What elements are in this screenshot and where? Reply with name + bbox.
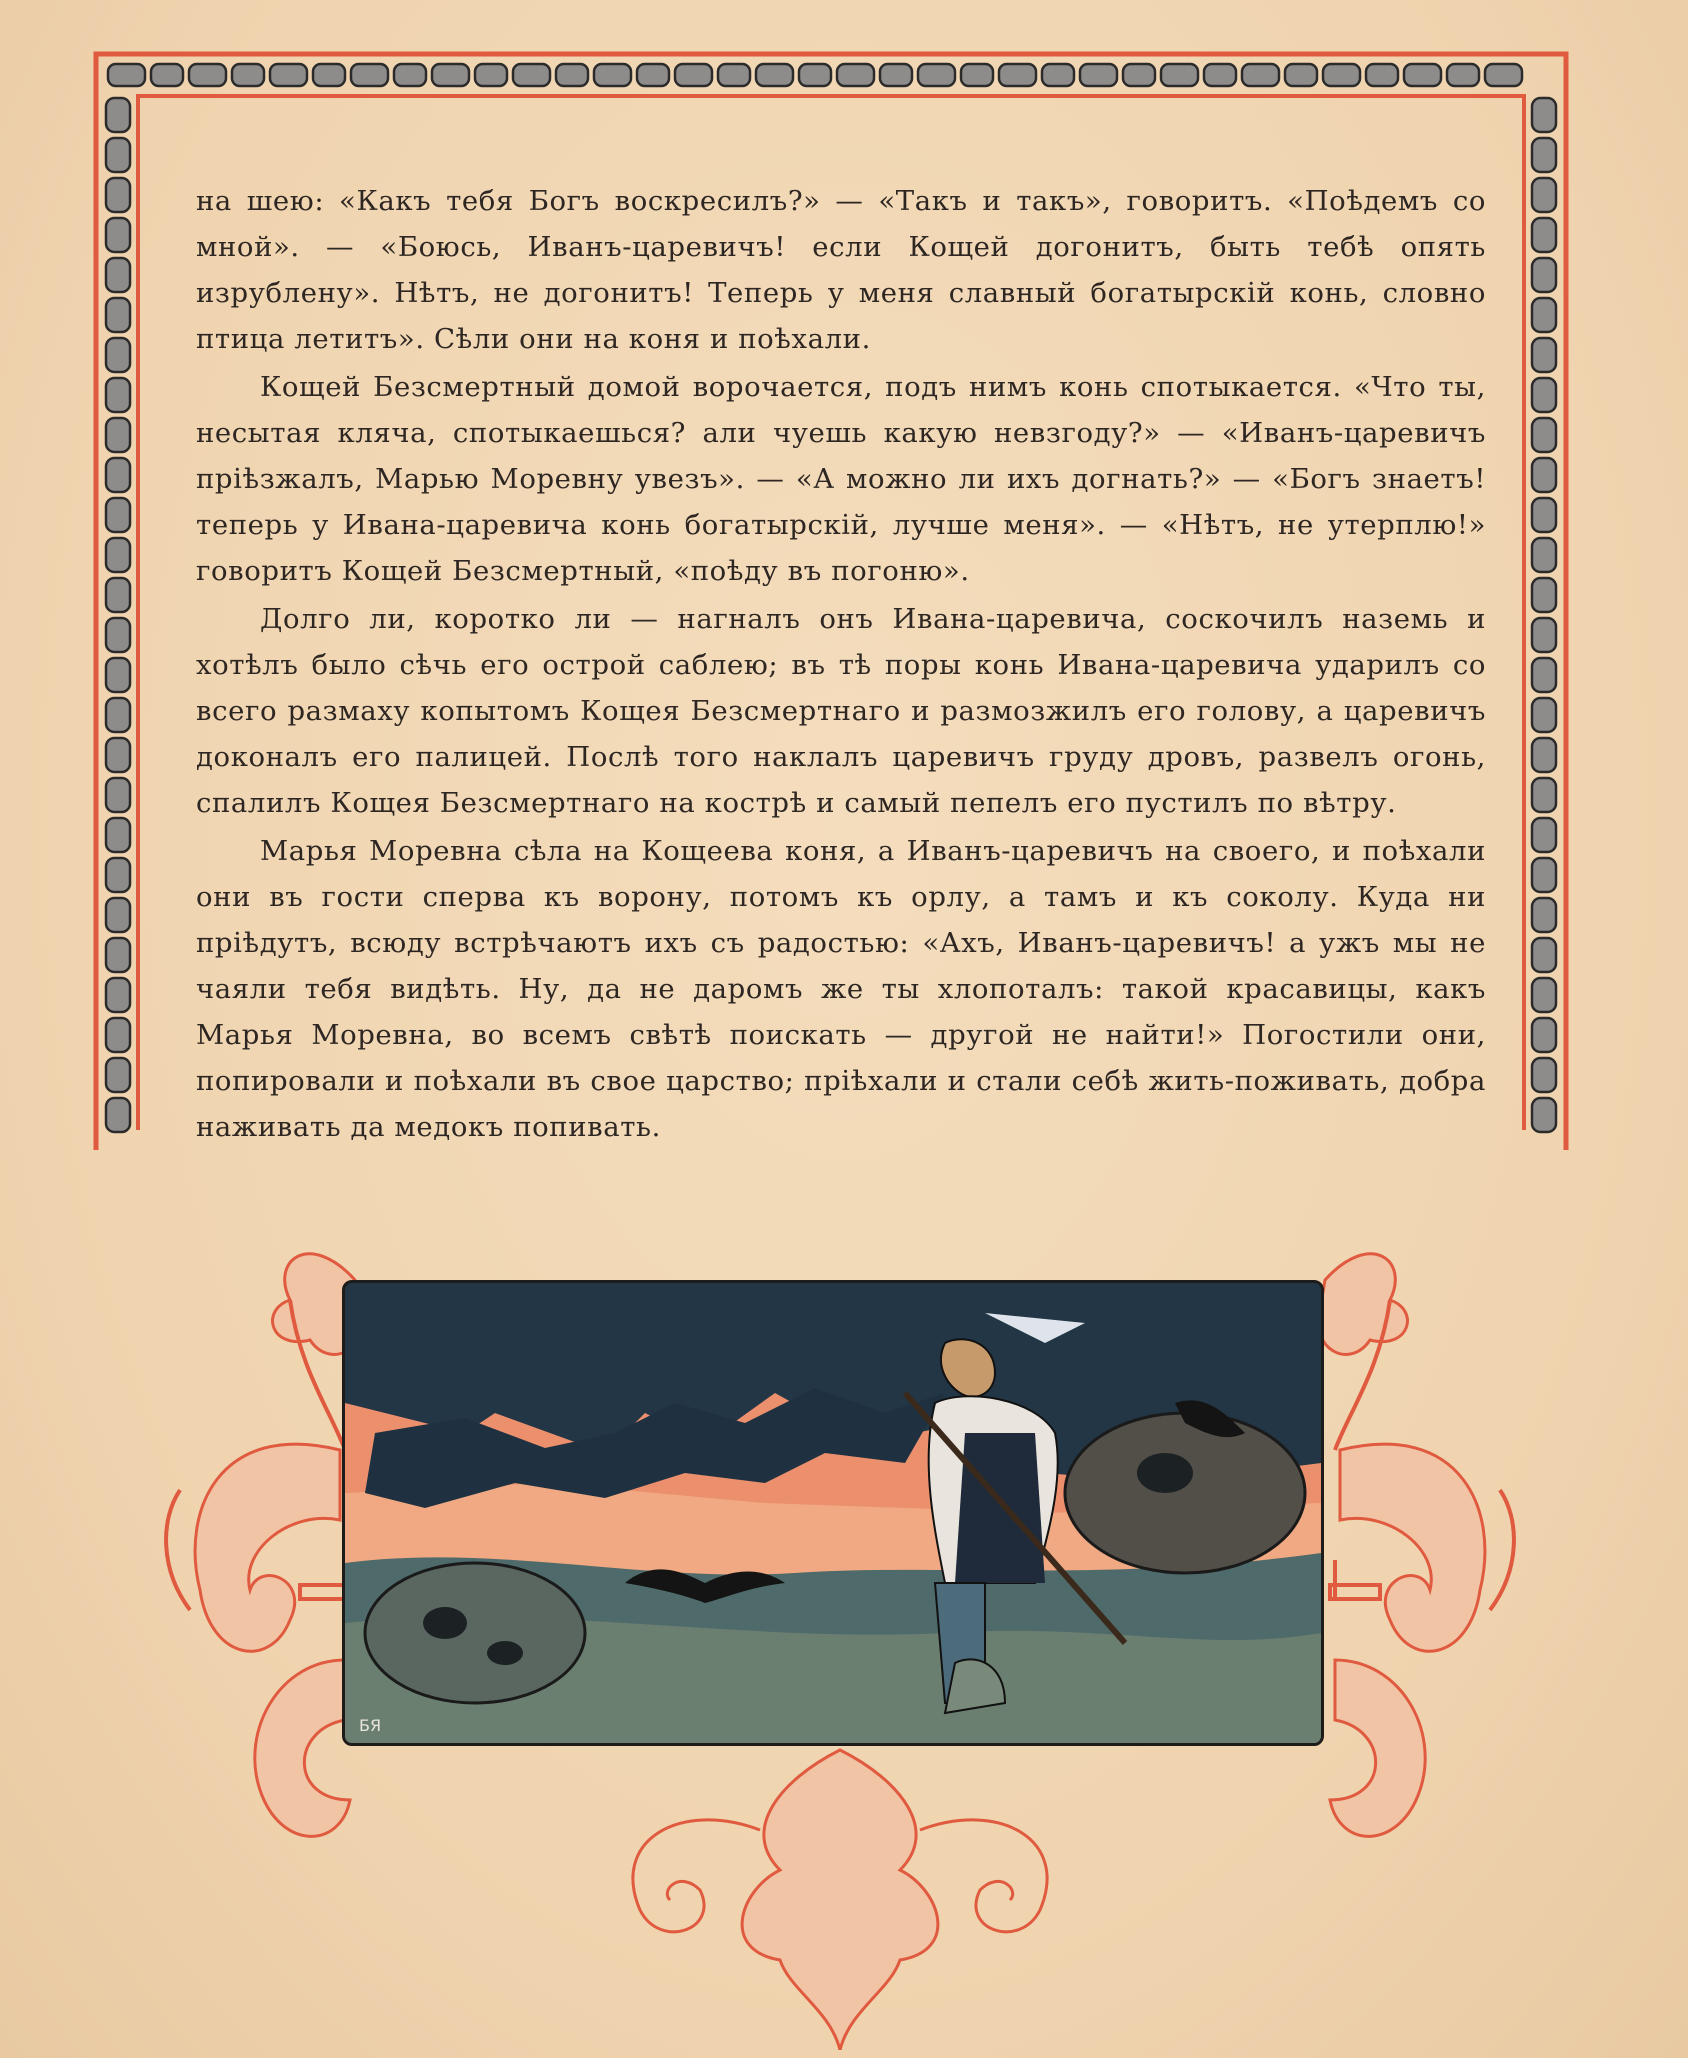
- paragraph-1: на шею: «Какъ тебя Богъ воскресилъ?» — «Такъ и такъ», говоритъ. «Поѣдемъ со мной». — «Боюсь, Иванъ-царевичъ! если Кощей догонитъ, быть тебѣ опять изрублену». Нѣтъ, не догонитъ! Теперь у меня славный богатырскій конь, словно птица летитъ». Сѣли они на коня и поѣхали.: [196, 185, 1486, 355]
- border-stone: [106, 98, 130, 132]
- border-stone: [106, 818, 130, 852]
- border-stone: [106, 1018, 130, 1052]
- border-stone: [106, 858, 130, 892]
- bottom-scroll-left: [633, 1820, 760, 1932]
- border-stone: [1532, 578, 1556, 612]
- border-stone: [1161, 64, 1198, 86]
- border-stone: [1532, 418, 1556, 452]
- border-stone: [1042, 64, 1074, 86]
- border-stone: [106, 138, 130, 172]
- border-stone: [1123, 64, 1155, 86]
- border-stone: [1532, 458, 1556, 492]
- border-stone: [270, 64, 307, 86]
- border-stone: [999, 64, 1036, 86]
- scroll-right-lower: [1330, 1660, 1425, 1836]
- border-stone: [880, 64, 912, 86]
- border-stone: [1532, 898, 1556, 932]
- border-stone: [1080, 64, 1117, 86]
- border-stone: [108, 64, 145, 86]
- border-stone: [1447, 64, 1479, 86]
- border-stone: [1532, 938, 1556, 972]
- border-stone: [556, 64, 588, 86]
- border-stone: [106, 618, 130, 652]
- paragraph-2: Кощей Безсмертный домой ворочается, подъ нимъ конь спотыкается. «Что ты, несытая кляча, спотыкаешься? али чуешь какую невзгоду?» — «Иванъ-царевичъ пріѣзжалъ, Марью Моревну увезъ». — «А можно ли ихъ догнать?» — «Богъ знаетъ! теперь у Ивана-царевича конь богатырскій, лучше меня». — «Нѣтъ, не утерплю!» говоритъ Кощей Безсмертный, «поѣду въ погоню».: [196, 371, 1486, 587]
- border-stone: [106, 298, 130, 332]
- illustration-scene: [345, 1283, 1321, 1743]
- border-stone: [1532, 138, 1556, 172]
- border-stone: [1532, 1058, 1556, 1092]
- border-stone: [1485, 64, 1522, 86]
- border-stone: [637, 64, 669, 86]
- border-stone: [837, 64, 874, 86]
- border-stone: [106, 418, 130, 452]
- boulder-left: [365, 1563, 585, 1703]
- border-stone: [756, 64, 793, 86]
- border-stone: [106, 1098, 130, 1132]
- border-stone: [189, 64, 226, 86]
- border-stone: [1366, 64, 1398, 86]
- border-stone: [1532, 98, 1556, 132]
- bottom-scroll-right: [920, 1820, 1047, 1932]
- border-stone: [1242, 64, 1279, 86]
- border-stone: [1532, 1098, 1556, 1132]
- border-stone: [351, 64, 388, 86]
- border-stone: [1532, 258, 1556, 292]
- scroll-left-lower: [255, 1660, 350, 1836]
- border-stone: [1532, 1018, 1556, 1052]
- border-stone: [106, 378, 130, 412]
- border-stone: [1532, 378, 1556, 412]
- border-stone: [1532, 298, 1556, 332]
- border-stone: [106, 458, 130, 492]
- border-stone: [106, 658, 130, 692]
- border-stone: [106, 218, 130, 252]
- border-stone: [1532, 618, 1556, 652]
- border-stone: [106, 498, 130, 532]
- border-stone: [106, 698, 130, 732]
- border-stone: [1532, 738, 1556, 772]
- border-stone: [106, 738, 130, 772]
- border-stone: [106, 538, 130, 572]
- border-stone: [1532, 178, 1556, 212]
- border-stone: [475, 64, 507, 86]
- border-stone: [106, 338, 130, 372]
- border-stone: [106, 778, 130, 812]
- border-stone: [1204, 64, 1236, 86]
- story-text: [196, 178, 1486, 1150]
- leaf-ornament-top-right: [1318, 1254, 1407, 1355]
- border-stone: [1532, 538, 1556, 572]
- border-stone: [106, 1058, 130, 1092]
- border-stone: [1404, 64, 1441, 86]
- border-stone: [1532, 818, 1556, 852]
- border-stone: [106, 898, 130, 932]
- paragraph-3: Долго ли, коротко ли — нагналъ онъ Ивана-царевича, соскочилъ наземь и хотѣлъ было сѣчь его острой саблею; въ тѣ поры конь Ивана-царевича ударилъ со всего размаху копытомъ Кощея Безсмертнаго и размозжилъ его голову, а царевичъ доконалъ его палицей. Послѣ того наклалъ царевичъ груду дровъ, развелъ огонь, спалилъ Кощея Безсмертнаго на кострѣ и самый пепелъ его пустилъ по вѣтру.: [196, 603, 1486, 819]
- boulder-right: [1065, 1413, 1305, 1573]
- border-stone: [106, 978, 130, 1012]
- border-stone: [151, 64, 183, 86]
- border-stone: [718, 64, 750, 86]
- border-stone: [313, 64, 345, 86]
- border-stone: [675, 64, 712, 86]
- border-stone: [1532, 498, 1556, 532]
- border-stone: [1532, 338, 1556, 372]
- illustration: [342, 1280, 1324, 1746]
- border-stone: [799, 64, 831, 86]
- border-stone: [1532, 978, 1556, 1012]
- bottom-flourish: [742, 1750, 938, 2050]
- border-stone: [1532, 658, 1556, 692]
- border-stone: [106, 178, 130, 212]
- border-stone: [232, 64, 264, 86]
- artist-signature: БЯ: [359, 1716, 382, 1735]
- border-stone: [513, 64, 550, 86]
- border-stone: [394, 64, 426, 86]
- border-stone: [1285, 64, 1317, 86]
- border-stone: [106, 258, 130, 292]
- border-stone: [106, 938, 130, 972]
- paragraph-4: Марья Моревна сѣла на Кощеева коня, а Иванъ-царевичъ на своего, и поѣхали они въ гости сперва къ ворону, потомъ къ орлу, а тамъ и къ соколу. Куда ни пріѣдутъ, всюду встрѣчаютъ ихъ съ радостью: «Ахъ, Иванъ-царевичъ! а ужъ мы не чаяли тебя видѣть. Ну, да не даромъ же ты хлопоталъ: такой красавицы, какъ Марья Моревна, во всемъ свѣтѣ поискать — другой не найти!» Погостили они, попировали и поѣхали въ свое царство; пріѣхали и стали себѣ жить-поживать, добра наживать да медокъ попивать.: [196, 835, 1486, 1143]
- border-stone: [106, 578, 130, 612]
- border-stone: [1532, 778, 1556, 812]
- border-stone: [1323, 64, 1360, 86]
- border-stone: [1532, 218, 1556, 252]
- border-stone: [918, 64, 955, 86]
- scroll-left: [195, 1444, 340, 1651]
- border-stone: [594, 64, 631, 86]
- border-stone: [432, 64, 469, 86]
- border-stone: [961, 64, 993, 86]
- border-stone: [1532, 858, 1556, 892]
- scroll-right: [1340, 1444, 1485, 1651]
- border-stone: [1532, 698, 1556, 732]
